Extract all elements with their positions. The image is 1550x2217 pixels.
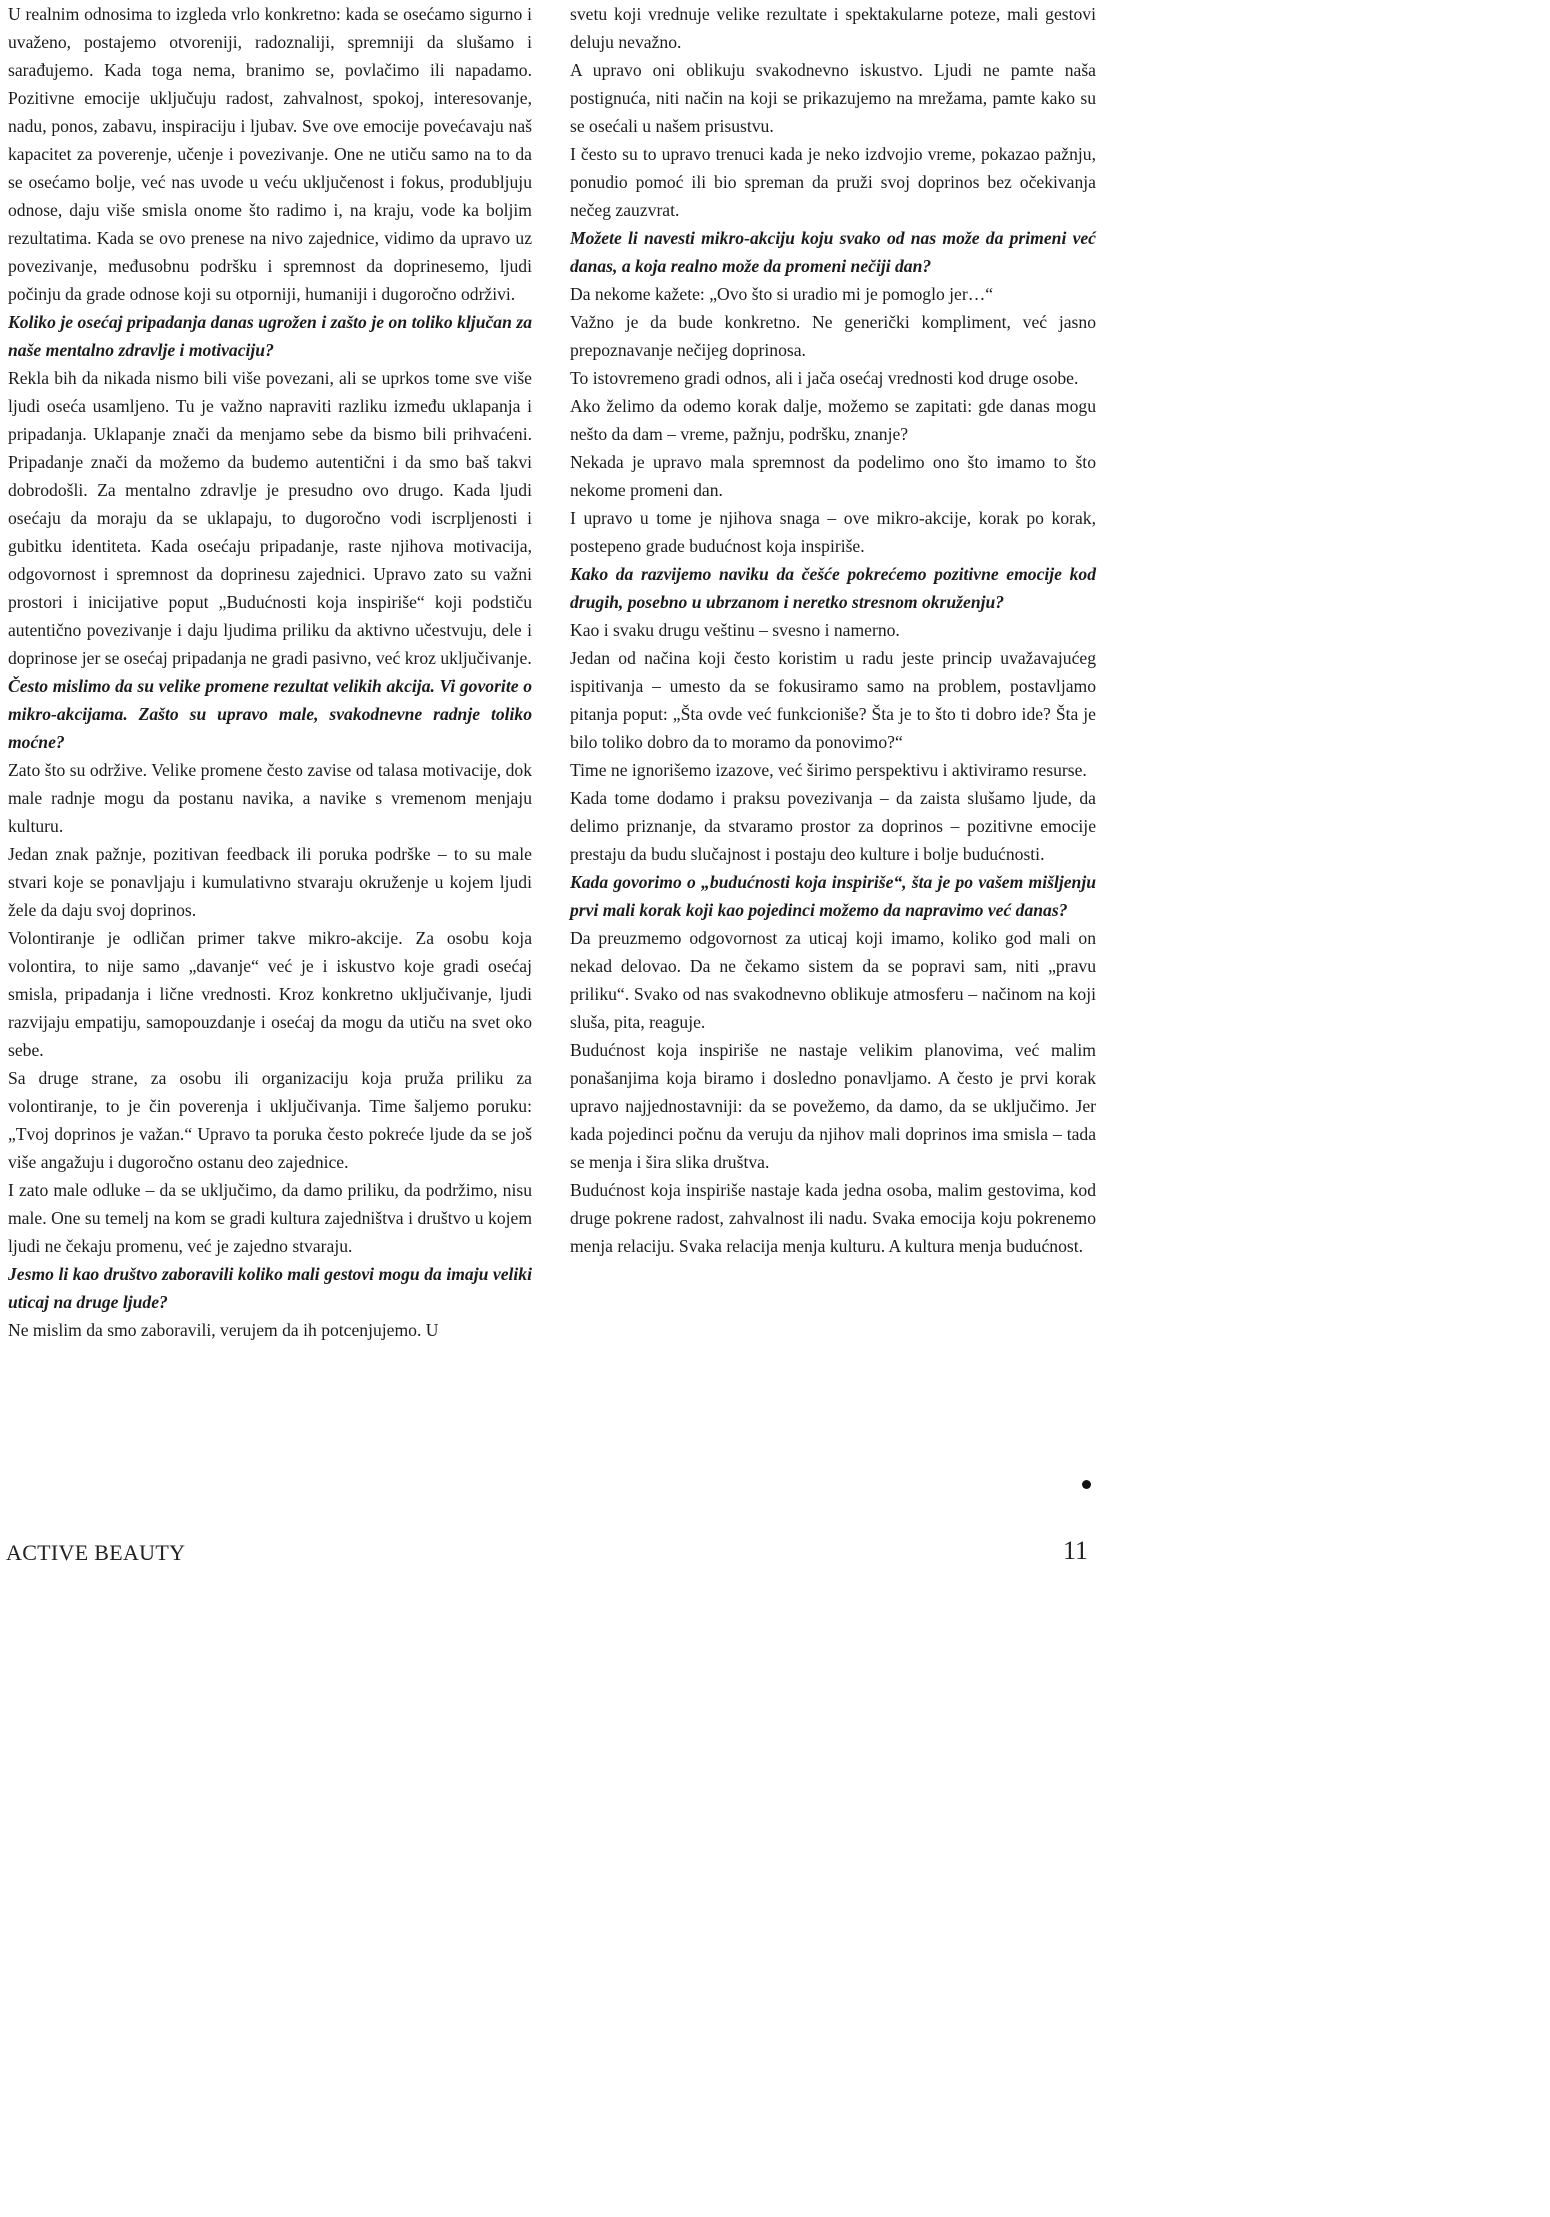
- body-paragraph: svetu koji vrednuje velike rezultate i spektakularne poteze, mali gestovi deluju nevažno.: [570, 4, 1096, 52]
- page-number: 11: [1062, 1536, 1088, 1565]
- body-paragraph: Time ne ignorišemo izazove, već širimo perspektivu i aktiviramo resurse.: [570, 760, 1087, 780]
- right-column: [570, 0, 1096, 1260]
- interview-question: Jesmo li kao društvo zaboravili koliko mali gestovi mogu da imaju veliki uticaj na druge ljude?: [8, 1264, 532, 1312]
- body-paragraph: Da nekome kažete: „Ovo što si uradio mi je pomoglo jer…“: [570, 284, 994, 304]
- body-paragraph: Budućnost koja inspiriše ne nastaje velikim planovima, već malim ponašanjima koja biramo i dosledno ponavljamo. A često je prvi korak upravo najjednostavniji: da se povežemo, da damo, da se uključimo. Jer kada pojedinci počnu da veruju da njihov mali doprinos ima smisla – tada se menja i šira slika društva.: [570, 1040, 1096, 1172]
- body-paragraph: I zato male odluke – da se uključimo, da damo priliku, da podržimo, nisu male. One su temelj na kom se gradi kultura zajedništva i društvo u kojem ljudi ne čekaju promenu, već je zajedno stvaraju.: [8, 1180, 532, 1256]
- interview-question: Koliko je osećaj pripadanja danas ugrožen i zašto je on toliko ključan za naše mentalno zdravlje i motivaciju?: [8, 312, 532, 360]
- body-paragraph: Ako želimo da odemo korak dalje, možemo se zapitati: gde danas mogu nešto da dam – vreme, pažnju, podršku, znanje?: [570, 396, 1096, 444]
- body-paragraph: Volontiranje je odličan primer takve mikro-akcije. Za osobu koja volontira, to nije samo „davanje“ već je i iskustvo koje gradi osećaj smisla, pripadanja i lične vrednosti. Kroz konkretno uključivanje, ljudi razvijaju empatiju, samopouzdanje i osećaj da mogu da utiču na svet oko sebe.: [8, 928, 532, 1060]
- magazine-name: ACTIVE BEAUTY: [6, 1540, 186, 1565]
- body-paragraph: Zato što su održive. Velike promene često zavise od talasa motivacije, dok male radnje mogu da postanu navika, a navike s vremenom menjaju kulturu.: [8, 760, 532, 836]
- body-paragraph: Kao i svaku drugu veštinu – svesno i namerno.: [570, 620, 900, 640]
- interview-question: Možete li navesti mikro-akciju koju svako od nas može da primeni već danas, a koja realno može da promeni nečiji dan?: [570, 228, 1096, 276]
- body-paragraph: Budućnost koja inspiriše nastaje kada jedna osoba, malim gestovima, kod druge pokrene radost, zahvalnost ili nadu. Svaka emocija koju pokrenemo menja relaciju. Svaka relacija menja kulturu. A kultura menja budućnost.: [570, 1180, 1096, 1256]
- body-paragraph: Važno je da bude konkretno. Ne generički kompliment, već jasno prepoznavanje nečijeg doprinosa.: [570, 312, 1096, 360]
- interview-question: Kako da razvijemo naviku da češće pokrećemo pozitivne emocije kod drugih, posebno u ubrzanom i neretko stresnom okruženju?: [570, 564, 1096, 612]
- body-paragraph: Jedan znak pažnje, pozitivan feedback ili poruka podrške – to su male stvari koje se ponavljaju i kumulativno stvaraju okruženje u kojem ljudi žele da daju svoj doprinos.: [8, 844, 532, 920]
- body-paragraph: A upravo oni oblikuju svakodnevno iskustvo. Ljudi ne pamte naša postignuća, niti način na koji se prikazujemo na mrežama, pamte kako su se osećali u našem prisustvu.: [570, 60, 1096, 136]
- body-paragraph: Kada tome dodamo i praksu povezivanja – da zaista slušamo ljude, da delimo priznanje, da stvaramo prostor za doprinos – pozitivne emocije prestaju da budu slučajnost i postaju deo kulture i bolje budućnosti.: [570, 788, 1096, 864]
- body-paragraph: Da preuzmemo odgovornost za uticaj koji imamo, koliko god mali on nekad delovao. Da ne čekamo sistem da se popravi sam, niti „pravu priliku“. Svako od nas svakodnevno oblikuje atmosferu – načinom na koji sluša, pita, reaguje.: [570, 928, 1096, 1032]
- body-paragraph: U realnim odnosima to izgleda vrlo konkretno: kada se osećamo sigurno i uvaženo, postajemo otvoreniji, radoznaliji, spremniji da slušamo i sarađujemo. Kada toga nema, branimo se, povlačimo ili napadamo. Pozitivne emocije uključuju radost, zahvalnost, spokoj, interesovanje, nadu, ponos, zabavu, inspiraciju i ljubav. Sve ove emocije povećavaju naš kapacitet za poverenje, učenje i povezivanje. One ne utiču samo na to da se osećamo bolje, već nas uvode u veću uključenost i fokus, produbljuju odnose, daju više smisla onome što radimo i, na kraju, vode ka boljim rezultatima. Kada se ovo prenese na nivo zajednice, vidimo da upravo uz povezivanje, međusobnu podršku i spremnost da doprinesemo, ljudi počinju da grade odnose koji su otporniji, humaniji i dugoročno održivi.: [8, 4, 532, 304]
- body-paragraph: Nekada je upravo mala spremnost da podelimo ono što imamo to što nekome promeni dan.: [570, 452, 1096, 500]
- body-paragraph: Rekla bih da nikada nismo bili više povezani, ali se uprkos tome sve više ljudi oseća usamljeno. Tu je važno napraviti razliku između uklapanja i pripadanja. Uklapanje znači da menjamo sebe da bismo bili prihvaćeni. Pripadanje znači da možemo da budemo autentični i da smo baš takvi dobrodošli. Za mentalno zdravlje je presudno ovo drugo. Kada ljudi osećaju da moraju da se uklapaju, to dugoročno vodi iscrpljenosti i gubitku identiteta. Kada osećaju pripadanje, raste njihova motivacija, odgovornost i spremnost da doprinesu zajednici. Upravo zato su važni prostori i inicijative poput „Budućnosti koja inspiriše“ koji podstiču autentično povezivanje i daju ljudima priliku da aktivno učestvuju, dele i doprinose jer se osećaj pripadanja ne gradi pasivno, već kroz uključivanje.: [8, 368, 532, 668]
- interview-question: Često mislimo da su velike promene rezultat velikih akcija. Vi govorite o mikro-akcijama. Zašto su upravo male, svakodnevne radnje toliko moćne?: [8, 676, 532, 752]
- body-paragraph: To istovremeno gradi odnos, ali i jača osećaj vrednosti kod druge osobe.: [570, 368, 1079, 388]
- end-of-article-bullet: [1082, 1480, 1091, 1489]
- left-column: [8, 0, 532, 1344]
- interview-question: Kada govorimo o „budućnosti koja inspiriše“, šta je po vašem mišljenju prvi mali korak koji kao pojedinci možemo da napravimo već danas?: [570, 872, 1096, 920]
- body-paragraph: Ne mislim da smo zaboravili, verujem da ih potcenjujemo. U: [8, 1320, 439, 1340]
- body-paragraph: I često su to upravo trenuci kada je neko izdvojio vreme, pokazao pažnju, ponudio pomoć ili bio spreman da pruži svoj doprinos bez očekivanja nečeg zauzvrat.: [570, 144, 1096, 220]
- body-paragraph: Sa druge strane, za osobu ili organizaciju koja pruža priliku za volontiranje, to je čin poverenja i uključivanja. Time šaljemo poruku: „Tvoj doprinos je važan.“ Upravo ta poruka često pokreće ljude da se još više angažuju i dugoročno ostanu deo zajednice.: [8, 1068, 532, 1172]
- body-paragraph: Jedan od načina koji često koristim u radu jeste princip uvažavajućeg ispitivanja – umesto da se fokusiramo samo na problem, postavljamo pitanja poput: „Šta ovde već funkcioniše? Šta je to što ti dobro ide? Šta je bilo toliko dobro da to moramo da ponovimo?“: [570, 648, 1096, 752]
- body-paragraph: I upravo u tome je njihova snaga – ove mikro-akcije, korak po korak, postepeno grade budućnost koja inspiriše.: [570, 508, 1096, 556]
